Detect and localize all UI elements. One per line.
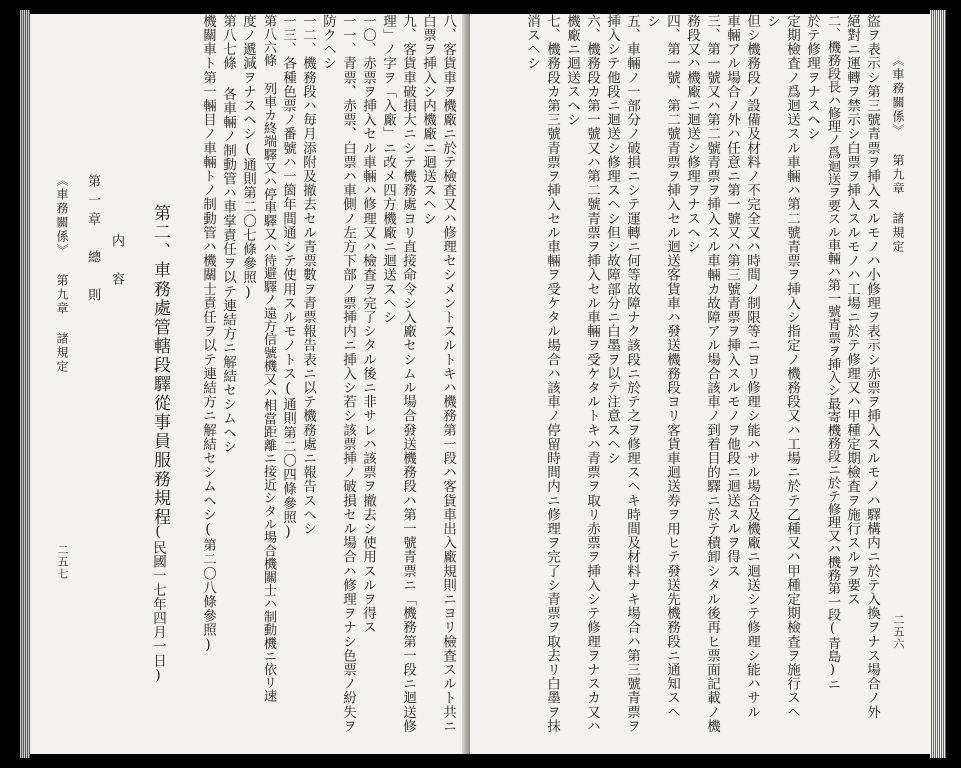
text-column: 六、機務段カ第一號又ハ第二號青票ヲ挿入セル車輛ヲ受ケタルトキハ青票ヲ取リ赤票ヲ挿入シテ修理ヲナスカ又ハ — [584, 14, 600, 734]
toc-chapter: 第一章 總 則 — [85, 174, 100, 307]
book-right-edge — [930, 10, 946, 758]
text-column: 機關車ト第一輛目ノ車輛トノ制動管ハ機關士責任ヲ以テ連結方ニ解結セシムヘシ(第二〇八條參照) — [200, 14, 216, 654]
left-page — [30, 14, 470, 754]
text-column: シ — [764, 14, 780, 29]
page-number: 二五六 — [892, 614, 905, 650]
text-column: 一二、機務段ハ毎月添附及撤去セル青票數ヲ青票報告表ニ以テ機務處ニ報告スヘシ — [300, 14, 316, 536]
text-column: 一一、青票、赤票、白票ハ車側ノ左方下部ノ票挿内ニ挿入シ若シ該票挿ノ破損セル場合ハ修理ヲナシ色票ノ紛失ヲ — [340, 14, 356, 734]
page-number: 二五七 — [56, 544, 69, 580]
page-header: 《車務關係》 第九章 諸規定 — [55, 174, 69, 374]
text-column: 一三、各種色票ノ番號ハ一箇年間通シテ使用スルモノトス(通則第二〇四條參照) — [280, 14, 296, 541]
text-column: 車輛アル場合ノ外ハ任意ニ第一號又ハ第三號青票ヲ挿入スルモノヲ他段ニ迴送スルヲ得ス — [724, 14, 740, 578]
text-column: 八、客貨車ヲ機廠ニ於テ檢査又ハ修理セシメントスルトキハ機務第一段ハ客貨車出入廠規則ニヨリ檢査スルト共ニ — [440, 14, 456, 734]
page-header: 《車務關係》 第九章 諸規定 — [891, 54, 905, 254]
text-column: 務段又ハ機廠ニ迴送シ修理ヲナスヘシ — [684, 14, 700, 254]
text-column: 防クヘシ — [320, 14, 336, 71]
text-column: 第八七條 各車輛ノ制動管ハ車掌責任ヲ以テ連結方ニ解結セシムヘシ — [220, 14, 236, 454]
text-column: 九、客貨車破損大ニシテ機務處ヨリ直接命令シ入廠セシムル場合發送機務段ハ第一號青票ニ「機務第一段ニ迴送修 — [400, 14, 416, 734]
toc-title: 内 容 — [109, 234, 124, 291]
text-column: 二、機務段長ハ修理ノ爲迴送ヲ要スル車輛ハ第一號青票ヲ挿入シ最寄機務段ニ於テ修理又ハ機務第一段(青島)ニ — [825, 14, 840, 691]
text-column: 度ノ遞減ヲナスヘシ(通則第二〇七條參照) — [240, 14, 256, 301]
chapter-title: 第二、車務處管轄段驛從事員服務規程 — [150, 204, 170, 527]
right-page — [470, 14, 932, 754]
date-note: (民國一七年四月一日) — [150, 524, 166, 685]
text-column: 理」ノ字ヲ「入廠」ニ改メ四方機廠ニ迴送スヘシ — [380, 14, 396, 325]
text-column: 於テ修理ヲナスヘシ — [804, 14, 820, 141]
text-column: 三、第一號又ハ第二號青票ヲ挿入スル車輛カ故障アル場合該車ノ到着目的驛ニ於テ積卸シタル後再ヒ票面記載ノ機 — [704, 14, 720, 734]
text-column: 第八六條 列車カ終端驛又ハ停車驛又ハ待避驛ノ遠方信號機又ハ相當距離ニ接近シタル場合機關士ハ制動機ニ依リ速 — [261, 14, 276, 703]
book-left-edge — [20, 10, 30, 758]
text-column: 七、機務段カ第三號青票ヲ挿入セル車輛ヲ受ケタル場合ハ該車ノ停留時間内ニ修理ヲ完了シ青票ヲ取去リ白墨ヲ抹 — [544, 14, 560, 734]
text-column: 機廠ニ迴送スヘシ — [564, 14, 580, 127]
text-column: 盜ヲ表示シ第三號青票ヲ挿入スルモノハ小修理ヲ表示シ赤票ヲ挿入スルモノハ驛構内ニ於テ入換ヲナス場合ノ外 — [864, 14, 880, 719]
text-column: 消スヘシ — [524, 14, 540, 71]
text-column: 一〇、赤票ヲ挿入セル車輛ハ修理又ハ檢査ヲ完了シタル後ニ非サレハ該票ヲ撤去シ使用スルヲ得ス — [360, 14, 376, 635]
text-column: 但シ機務段ノ設備及材料ノ不完全又ハ時間ノ制限等ニヨリ修理シ能ハサル場合及機廠ニ迴送シテ修理シ能ハサル — [744, 14, 760, 719]
text-column: 白票ヲ挿入シ内機廠ニ迴送スヘシ — [420, 14, 436, 226]
text-column: 絕對ニ運轉ヲ禁示シ白票ヲ挿入スルモノハ工場ニ於テ修理又ハ甲種定期檢査ヲ施行スルヲ要ス — [844, 14, 860, 607]
text-column: 四、第一號、第二號青票ヲ挿入セル迴送客貨車ハ發送機務段ヨリ客貨車迴送券ヲ用ヒテ發送先機務段ニ通知スヘ — [664, 14, 680, 719]
text-column: シ — [644, 14, 660, 29]
text-column: 定期檢査ノ爲迴送スル車輛ハ第二號青票ヲ挿入シ指定ノ機務段又ハ工場ニ於テ乙種又ハ甲種定期檢査ヲ施行スヘ — [784, 14, 800, 719]
text-column: 挿入シテ他段ニ迴送シ修理スヘシ但シ故障部分ニ白墨ヲ以テ注意スヘシ — [604, 14, 620, 466]
text-column: 五、車輛ノ一部分ノ破損ニシテ運轉ニ何等故障ナク該段ニ於テ之ヲ修理スヘキ時間及材料ナキ場合ハ第三號青票ヲ — [624, 14, 640, 734]
